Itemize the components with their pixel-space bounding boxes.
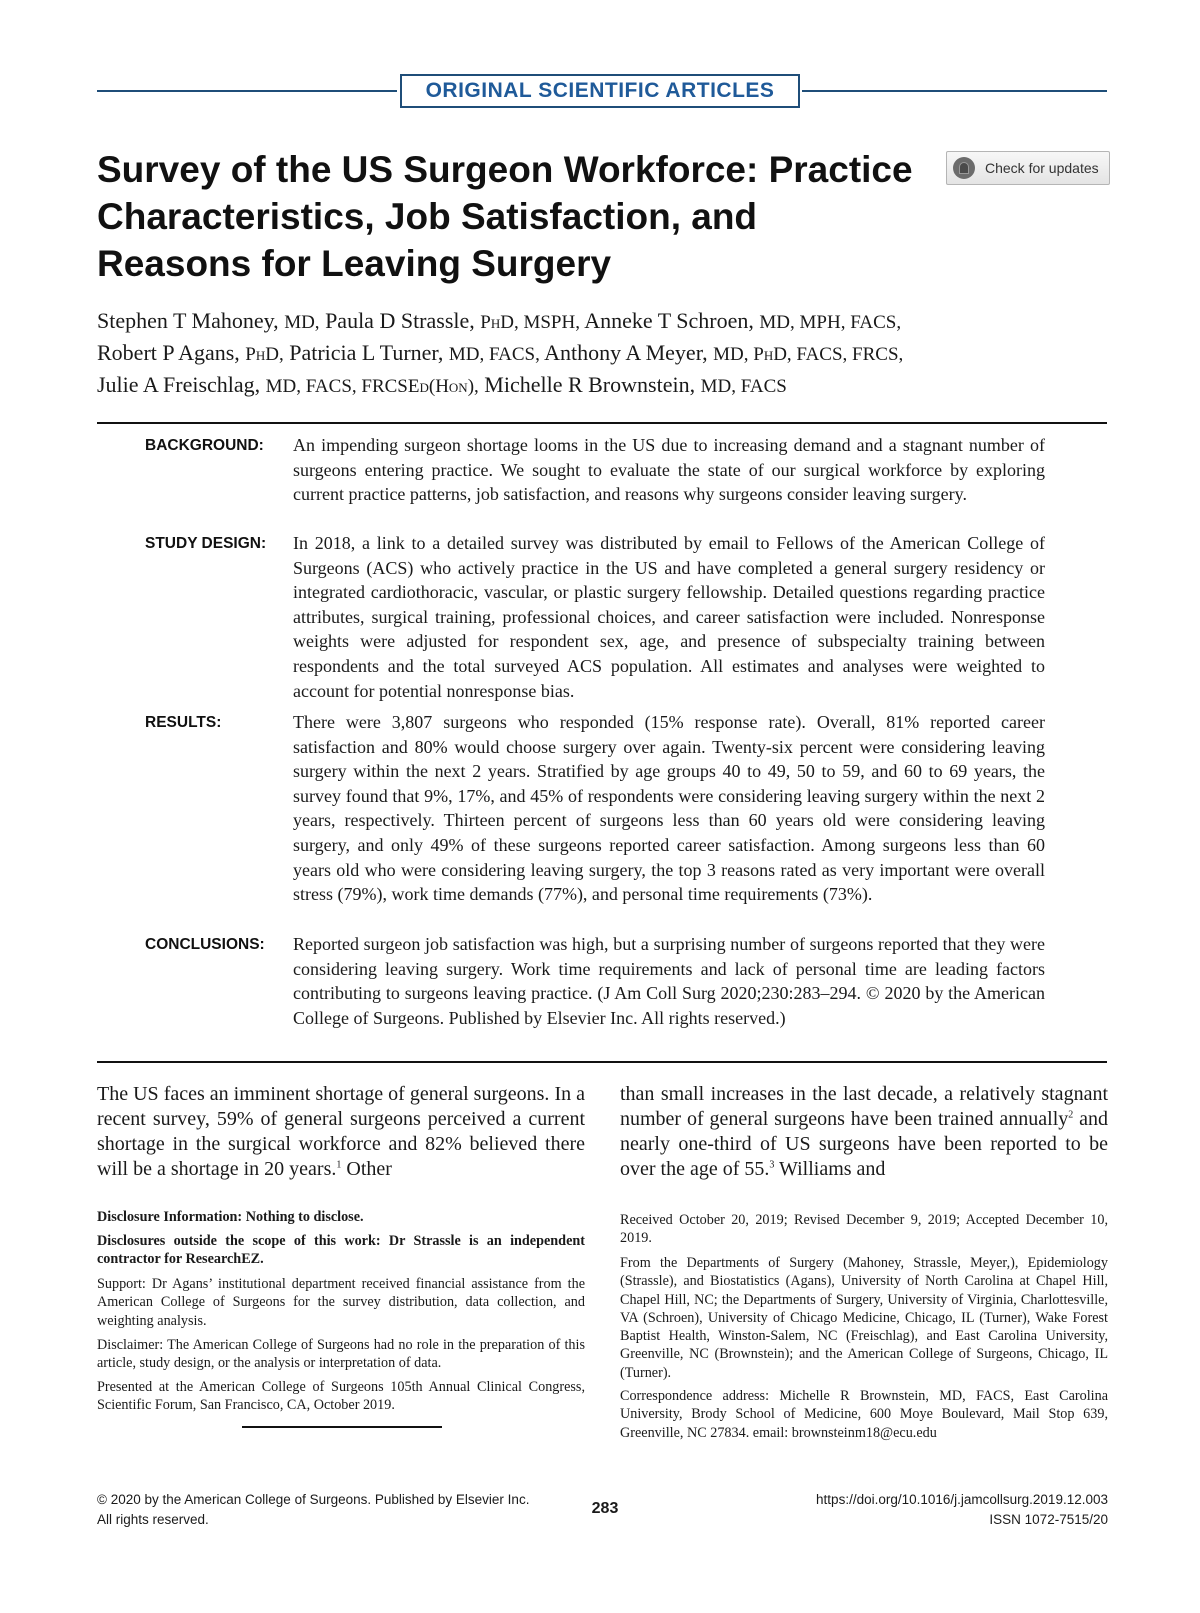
body-text: and nearly one-third of US surgeons have been reported to be over the age of 55. — [620, 1108, 1108, 1180]
author-list — [97, 306, 1097, 402]
body-text: The US faces an imminent shortage of general surgeons. In a recent survey, 59% of general surgeons perceived a current shortage in the surgical workforce and 82% believed there will be a shortage in 20 years. — [97, 1083, 585, 1180]
citation-ref[interactable]: 1 — [336, 1159, 342, 1171]
abstract-top-rule — [97, 422, 1107, 424]
author-degrees: MD, PhD, FACS, FRCS, — [713, 344, 904, 365]
check-for-updates-label: Check for updates — [985, 160, 1099, 176]
citation-ref[interactable]: 3 — [769, 1159, 775, 1171]
author-degrees: MD, FACS — [700, 376, 787, 397]
footnote-rule — [242, 1426, 442, 1428]
issn: ISSN 1072-7515/20 — [989, 1512, 1108, 1527]
disclaimer-note: Disclaimer: The American College of Surgeons had no role in the preparation of this article, study design, or the analysis or interpretation of data. — [97, 1337, 585, 1372]
abstract-background-label: BACKGROUND: — [145, 437, 264, 454]
author-name: Anneke T Schroen, — [584, 308, 754, 333]
abstract-background-text: An impending surgeon shortage looms in the US due to increasing demand and a stagnant number of surgeons entering practice. We sought to evaluate the state of our surgical workforce by exploring current practice patterns, job satisfaction, and reasons why surgeons consider leaving surgery. — [293, 435, 1045, 505]
author-degrees: PhD, MSPH, — [480, 312, 580, 333]
abstract-conclusions-label: CONCLUSIONS: — [145, 936, 265, 953]
citation-ref[interactable]: 2 — [1068, 1109, 1074, 1121]
author-name: Patricia L Turner, — [289, 340, 444, 365]
bookmark-icon — [953, 157, 975, 179]
abstract-conclusions-text: Reported surgeon job satisfaction was high, but a surprising number of surgeons reported that they were considering leaving surgery. Work time requirements and lack of personal time are leading factors contributing to surgeons leaving practice. (J Am Coll Surg 2020;230:283–294. © 2020 by the American College of Surgeons. Published by Elsevier Inc. All rights reserved.) — [293, 934, 1045, 1028]
body-text: Other — [341, 1158, 392, 1180]
support-note: Support: Dr Agans’ institutional department received financial assistance from the American College of Surgeons for the survey distribution, data collection, and weighting analysis. — [97, 1276, 585, 1329]
received-dates: Received October 20, 2019; Revised December 9, 2019; Accepted December 10, 2019. — [620, 1212, 1108, 1247]
author-name: Stephen T Mahoney, — [97, 308, 279, 333]
author-degrees: PhD, — [245, 344, 284, 365]
abstract-study-design-text: In 2018, a link to a detailed survey was distributed by email to Fellows of the American College of Surgeons (ACS) who actively practice in the US and have completed a general surgery residency or integrated cardiothoracic, vascular, or plastic surgery fellowship. Detailed questions regarding practice attributes, surgical training, professional choices, and career satisfaction were included. Nonresponse weights were adjusted for respondent sex, age, and presence of subspecialty training between respondents and the total surveyed ACS population. All estimates and analyses were weighted to account for potential nonresponse bias. — [293, 533, 1045, 701]
section-rule-left — [97, 90, 397, 92]
abstract-study-design-label: STUDY DESIGN: — [145, 535, 267, 552]
page-number: 283 — [591, 1500, 619, 1517]
presented-note: Presented at the American College of Surgeons 105th Annual Clinical Congress, Scientific Forum, San Francisco, CA, October 2019. — [97, 1379, 585, 1414]
section-rule-right — [802, 90, 1107, 92]
body-text: than small increases in the last decade, a relatively stagnant number of general surgeons have been trained annually — [620, 1083, 1108, 1130]
author-degrees: MD, FACS, — [448, 344, 540, 365]
article-title: Survey of the US Surgeon Workforce: Practice Characteristics, Job Satisfaction, and Reasons for Leaving Surgery — [97, 149, 913, 284]
affiliations: From the Departments of Surgery (Mahoney, Strassle, Meyer,), Epidemiology (Strassle), and Biostatistics (Agans), University of North Carolina at Chapel Hill, Chapel Hill, NC; the Departments of Surgery, University of Virginia, Charlottesville, VA (Schroen), University of Chicago Medicine, Chicago, IL (Turner), Wake Forest Baptist Health, Winston-Salem, NC (Freischlag), and East Carolina University, Greenville, NC (Brownstein); and the American College of Surgeons, Chicago, IL (Turner). — [620, 1255, 1108, 1381]
footer-doi-issn — [708, 1490, 1108, 1530]
footer-copyright — [97, 1490, 597, 1530]
disclosures-outside: Disclosures outside the scope of this work: Dr Strassle is an independent contractor for ResearchEZ. — [97, 1233, 585, 1268]
section-label-box — [400, 74, 800, 108]
body-text: Williams and — [774, 1158, 886, 1180]
author-degrees: MD, FACS, FRCSEd(Hon), — [265, 376, 479, 397]
footer-copyright-line2: All rights reserved. — [97, 1512, 209, 1527]
abstract-bottom-rule — [97, 1061, 1107, 1063]
body-text-left — [97, 1082, 585, 1182]
author-name: Paula D Strassle, — [325, 308, 475, 333]
footer-copyright-line1: © 2020 by the American College of Surgeons. Published by Elsevier Inc. — [97, 1492, 530, 1507]
section-label: ORIGINAL SCIENTIFIC ARTICLES — [425, 79, 775, 102]
author-degrees: MD, — [284, 312, 320, 333]
author-name: Julie A Freischlag, — [97, 372, 261, 397]
doi-link[interactable]: https://doi.org/10.1016/j.jamcollsurg.2019.12.003 — [816, 1492, 1108, 1507]
body-text-right — [620, 1082, 1108, 1182]
check-for-updates-button[interactable] — [946, 151, 1110, 185]
author-degrees: MD, MPH, FACS, — [759, 312, 902, 333]
abstract-results-label: RESULTS: — [145, 714, 222, 731]
abstract-results-text: There were 3,807 surgeons who responded (15% response rate). Overall, 81% reported career satisfaction and 80% would choose surgery over again. Twenty-six percent were considering leaving surgery within the next 2 years. Stratified by age groups 40 to 49, 50 to 59, and 60 to 69 years, the survey found that 9%, 17%, and 45% of respondents were considering leaving surgery within the next 2 years, respectively. Thirteen percent of surgeons less than 60 years old were considering leaving surgery, and only 49% of these surgeons reported career satisfaction. Among surgeons less than 60 years old who were considering leaving surgery, the top 3 reasons rated as very important were overall stress (79%), work time demands (77%), and personal time requirements (73%). — [293, 712, 1045, 905]
author-name: Michelle R Brownstein, — [484, 372, 696, 397]
disclosure-info: Disclosure Information: Nothing to disclose. — [97, 1209, 364, 1225]
correspondence-address: Correspondence address: Michelle R Brownstein, MD, FACS, East Carolina University, Brody School of Medicine, 600 Moye Boulevard, Mail Stop 639, Greenville, NC 27834. email: brownsteinm18@ecu.edu — [620, 1388, 1108, 1441]
author-name: Anthony A Meyer, — [544, 340, 708, 365]
author-name: Robert P Agans, — [97, 340, 240, 365]
